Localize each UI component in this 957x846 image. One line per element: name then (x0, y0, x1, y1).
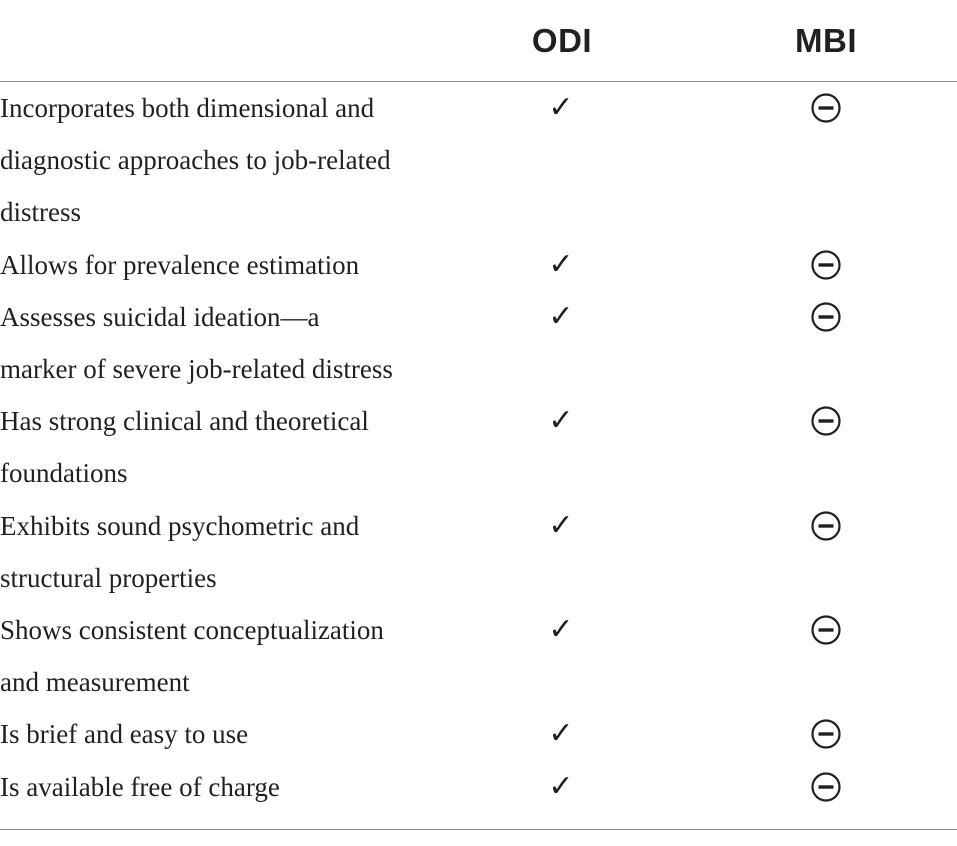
check-mark-icon: ✓ (548, 246, 574, 282)
column-header-odi: ODI (531, 22, 593, 59)
minus-circle-icon (811, 511, 841, 541)
mbi-cell (796, 500, 856, 552)
criterion-line: diagnostic approaches to job-related (0, 145, 391, 176)
mbi-cell (796, 604, 856, 656)
check-mark-icon: ✓ (548, 507, 574, 543)
criterion-text (0, 761, 440, 813)
table-body (0, 82, 957, 813)
table-row (0, 500, 957, 604)
minus-circle-icon (811, 772, 841, 802)
mbi-cell (796, 395, 856, 447)
minus-circle-icon (811, 93, 841, 123)
odi-cell (531, 239, 591, 291)
criterion-line: Assesses suicidal ideation—a (0, 301, 320, 332)
criterion-text (0, 239, 440, 291)
criterion-line: Has strong clinical and theoretical (0, 406, 369, 437)
odi-cell (531, 708, 591, 760)
criterion-text (0, 500, 440, 604)
criterion-text (0, 291, 440, 395)
check-mark-icon: ✓ (548, 90, 574, 125)
criterion-line: and measurement (0, 667, 190, 698)
criterion-line: structural properties (0, 562, 217, 593)
table-row (0, 395, 957, 499)
mbi-cell (796, 239, 856, 291)
check-mark-icon: ✓ (548, 403, 574, 439)
minus-circle-icon (811, 406, 841, 436)
table-row (0, 82, 957, 239)
check-mark-icon: ✓ (548, 768, 574, 804)
table-row (0, 761, 957, 813)
mbi-cell (796, 761, 856, 813)
table-bottom-rule (0, 829, 957, 830)
odi-cell (531, 291, 591, 343)
check-mark-icon: ✓ (548, 612, 574, 648)
minus-circle-icon (811, 250, 841, 280)
criterion-line: Allows for prevalence estimation (0, 249, 360, 280)
criterion-text (0, 604, 440, 708)
criterion-line: Is brief and easy to use (0, 719, 249, 750)
criterion-line: Shows consistent conceptualization (0, 615, 384, 646)
odi-cell (531, 500, 591, 552)
mbi-cell (796, 82, 856, 134)
criterion-line: foundations (0, 458, 128, 489)
criterion-line: distress (0, 197, 81, 228)
criterion-line: Incorporates both dimensional and (0, 93, 375, 123)
minus-circle-icon (811, 719, 841, 749)
criterion-line: marker of severe job-related distress (0, 354, 393, 385)
table-row (0, 239, 957, 291)
column-header-mbi: MBI (795, 22, 857, 59)
odi-cell (531, 761, 591, 813)
check-mark-icon: ✓ (548, 298, 574, 334)
odi-cell (531, 604, 591, 656)
criterion-line: Is available free of charge (0, 771, 280, 802)
minus-circle-icon (811, 302, 841, 332)
table-row (0, 604, 957, 708)
criterion-text (0, 82, 440, 239)
odi-cell (531, 395, 591, 447)
odi-cell (531, 82, 591, 134)
check-mark-icon: ✓ (548, 716, 574, 752)
mbi-cell (796, 708, 856, 760)
table-row (0, 291, 957, 395)
table-header (0, 0, 957, 82)
criterion-text (0, 708, 440, 760)
criterion-line: Exhibits sound psychometric and (0, 510, 360, 541)
criterion-text (0, 395, 440, 499)
table-row (0, 708, 957, 760)
minus-circle-icon (811, 615, 841, 645)
mbi-cell (796, 291, 856, 343)
